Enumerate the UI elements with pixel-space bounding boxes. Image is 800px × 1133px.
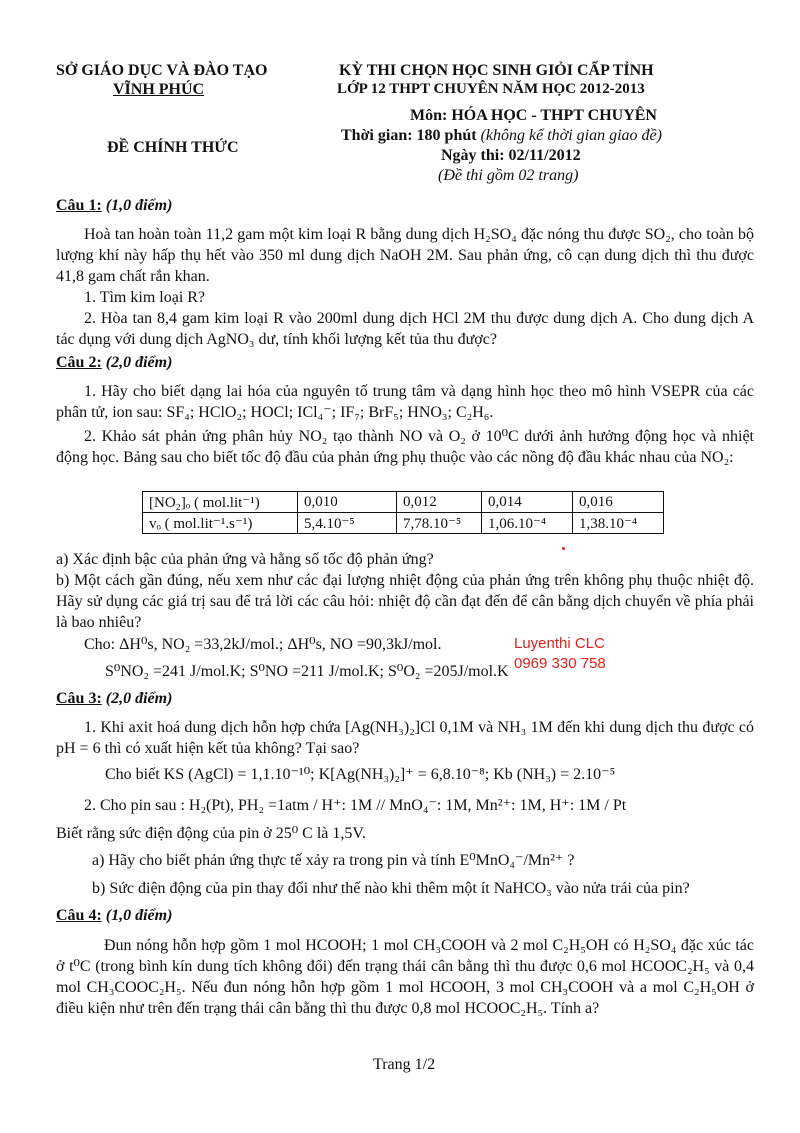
q3-item2: 2. Cho pin sau : H₂(Pt), PH₂ =1atm / H⁺: 1M // MnO₄⁻: 1M, Mn²⁺: 1M, H⁺: 1M / Pt <box>84 797 627 814</box>
q4-text: Đun nóng hỗn hợp gồm 1 mol HCOOH; 1 mol CH₃COOH và 2 mol C₂H₅OH có H₂SO₄ đặc xúc tác ở t⁰C (trong bình kín dung tích không đổi) đến trạng thái cân bằng thì thu được 0,6 mol HCOOC₂H₅ và 0,4 mol CH₃COOC₂H₅. Nếu đun nóng hỗn hợp gồm 1 mol HCOOH, 3 mol CH₃COOH và a mol C₂H₅OH ở điều kiện như trên đến trạng thái cân bằng thì thu được 0,8 mol HCOOC₂H₅. Tính a? <box>56 937 754 1017</box>
watermark-name: Luyenthi CLC <box>514 635 605 652</box>
exam-title: KỲ THI CHỌN HỌC SINH GIỎI CẤP TỈNH <box>339 62 654 79</box>
table-cell: 7,78.10⁻⁵ <box>397 513 482 534</box>
q3-part-a: a) Hãy cho biết phản ứng thực tế xảy ra trong pin và tính E⁰MnO₄⁻/Mn²⁺ ? <box>92 852 575 869</box>
table-cell: 0,014 <box>482 492 573 513</box>
q2-given-entropy: S⁰NO₂ =241 J/mol.K; S⁰NO =211 J/mol.K; S⁰O₂ =205J/mol.K <box>105 663 509 680</box>
q3-part-b: b) Sức điện động của pin thay đổi như thế nào khi thêm một ít NaHCO₃ vào nửa trái của pin? <box>92 880 690 897</box>
table-cell: 0,010 <box>298 492 397 513</box>
q3-title: Câu 3: <box>56 690 102 707</box>
q2-part-a: a) Xác định bậc của phản ứng và hằng số tốc độ phản ứng? <box>56 551 434 568</box>
q2-given-enthalpy: Cho: ΔH⁰s, NO₂ =33,2kJ/mol.; ΔH⁰s, NO =90,3kJ/mol. <box>84 636 442 653</box>
table-cell: 5,4.10⁻⁵ <box>298 513 397 534</box>
q1-title: Câu 1: <box>56 197 102 214</box>
table-row-label: vₒ ( mol.lit⁻¹.s⁻¹) <box>143 513 298 534</box>
q2-item2: 2. Khảo sát phản ứng phân hủy NO₂ tạo thành NO và O₂ ở 10⁰C dưới ảnh hưởng động học và nhiệt động học. Bảng sau cho biết tốc độ đầu của phản ứng phụ thuộc vào các nồng độ đầu khác nhau của NO₂: <box>56 428 754 466</box>
exam-date: Ngày thi: 02/11/2012 <box>441 147 581 164</box>
table-cell: 1,06.10⁻⁴ <box>482 513 573 534</box>
q4-heading <box>56 907 172 925</box>
table-row <box>143 492 664 513</box>
q3-points: (2,0 điểm) <box>105 690 173 707</box>
pages-note: (Đề thi gồm 02 trang) <box>438 167 579 184</box>
q4-title: Câu 4: <box>56 907 102 924</box>
q1-item1: 1. Tìm kim loại R? <box>84 289 206 306</box>
rate-table <box>142 491 664 534</box>
table-cell: 1,38.10⁻⁴ <box>573 513 664 534</box>
official-label: ĐỀ CHÍNH THỨC <box>107 139 239 156</box>
watermark-phone: 0969 330 758 <box>514 655 606 672</box>
q3-given-constants: Cho biết KS (AgCl) = 1,1.10⁻¹⁰; K[Ag(NH₃)₂]⁺ = 6,8.10⁻⁸; Kb (NH₃) = 2.10⁻⁵ <box>105 766 616 783</box>
watermark <box>514 634 606 674</box>
q3-emf: Biết rằng sức điện động của pin ở 25⁰ C là 1,5V. <box>56 825 366 842</box>
subject-line: Môn: HÓA HỌC - THPT CHUYÊN <box>410 107 657 124</box>
table-cell: 0,012 <box>397 492 482 513</box>
table-row <box>143 513 664 534</box>
time-label: Thời gian: 180 phút <box>341 127 477 144</box>
q2-heading <box>56 354 172 372</box>
q2-part-b: b) Một cách gần đúng, nếu xem như các đại lượng nhiệt động của phản ứng trên không phụ thuộc nhiệt độ. Hãy sử dụng các giá trị sau để trả lời các câu hỏi: nhiệt độ cần đạt đến để cân bằng dịch chuyển về phía phải là bao nhiêu? <box>56 572 754 631</box>
province-name: VĨNH PHÚC <box>113 81 205 98</box>
q1-intro: Hoà tan hoàn toàn 11,2 gam một kim loại R bằng dung dịch H₂SO₄ đặc nóng thu được SO₂, cho toàn bộ lượng khí này hấp thụ hết vào 350 ml dung dịch NaOH 2M. Sau phản ứng, cô cạn dung dịch thì thu được 41,8 gam chất rắn khan. <box>56 226 754 285</box>
q1-item2: 2. Hòa tan 8,4 gam kim loại R vào 200ml dung dịch HCl 2M thu được dung dịch A. Cho dung dịch A tác dụng với dung dịch AgNO₃ dư, tính khối lượng kết tủa thu được? <box>56 310 754 348</box>
department-name: SỞ GIÁO DỤC VÀ ĐÀO TẠO <box>56 62 268 79</box>
time-note: (không kể thời gian giao đề) <box>480 127 662 144</box>
time-line <box>341 127 662 145</box>
q1-points: (1,0 điểm) <box>105 197 173 214</box>
q1-heading <box>56 197 172 215</box>
q2-title: Câu 2: <box>56 354 102 371</box>
page-number: Trang 1/2 <box>373 1056 436 1073</box>
q2-points: (2,0 điểm) <box>105 354 173 371</box>
q2-item1: 1. Hãy cho biết dạng lai hóa của nguyên tố trung tâm và dạng hình học theo mô hình VSEPR của các phân tử, ion sau: SF₄; HClO₂; HOCl; ICl₄⁻; IF₇; BrF₅; HNO₃; C₂H₆. <box>56 383 754 421</box>
q4-points: (1,0 điểm) <box>105 907 173 924</box>
table-row-label: [NO₂]ₒ ( mol.lit⁻¹) <box>143 492 298 513</box>
q3-heading <box>56 690 172 708</box>
table-cell: 0,016 <box>573 492 664 513</box>
exam-subtitle: LỚP 12 THPT CHUYÊN NĂM HỌC 2012-2013 <box>337 81 645 97</box>
q3-item1: 1. Khi axit hoá dung dịch hỗn hợp chứa [Ag(NH₃)₂]Cl 0,1M và NH₃ 1M đến khi dung dịch thu được có pH = 6 thì có xuất hiện kết tủa không? Tại sao? <box>56 719 754 757</box>
